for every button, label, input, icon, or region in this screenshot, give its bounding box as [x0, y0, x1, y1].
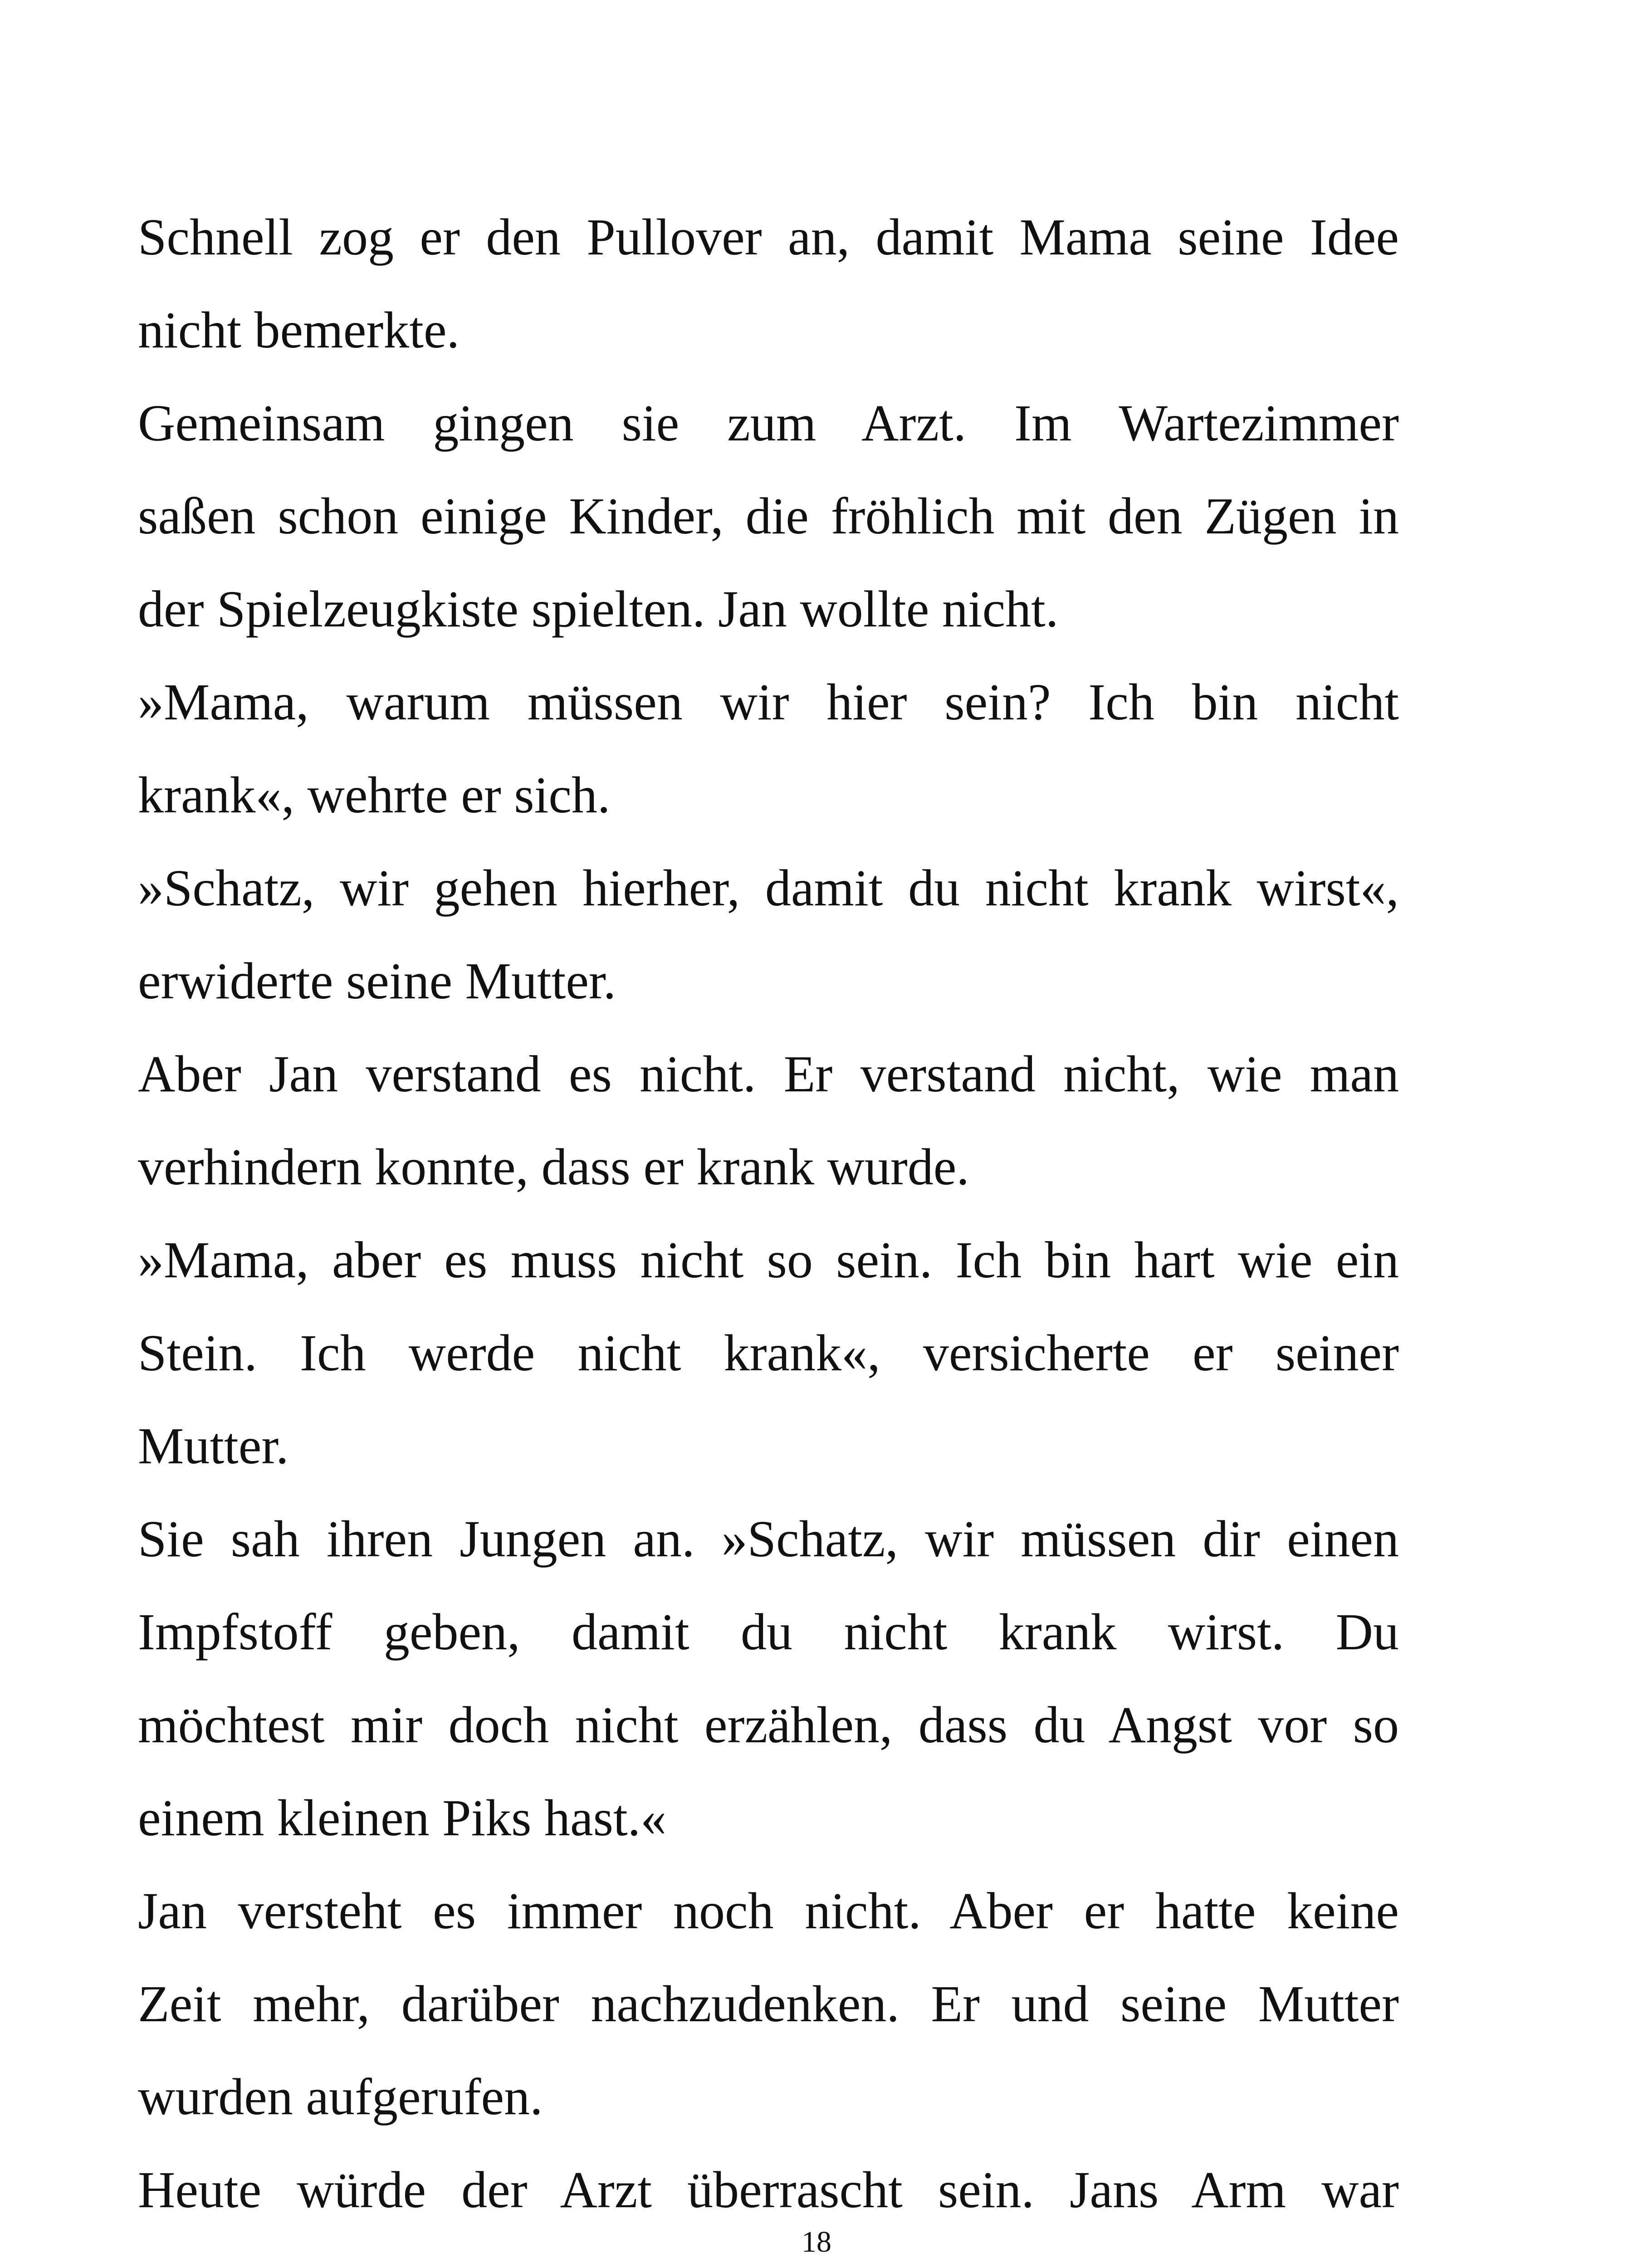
text-line: einem kleinen Piks hast.« [138, 1789, 667, 1847]
text-line: Heute würde der Arzt überrascht sein. Jans Arm war [138, 2161, 1399, 2219]
text-line: Zeit mehr, darüber nachzudenken. Er und seine Mutter [138, 1975, 1399, 2033]
text-line: Impfstoff geben, damit du nicht krank wirst. Du [138, 1603, 1399, 1661]
text-line: nicht bemerkte. [138, 301, 460, 359]
text-line: der Spielzeugkiste spielten. Jan wollte nicht. [138, 580, 1059, 638]
text-line: »Mama, warum müssen wir hier sein? Ich bin nicht [138, 673, 1399, 731]
text-line: krank«, wehrte er sich. [138, 766, 611, 824]
body-text [138, 191, 1399, 2236]
text-line: erwiderte seine Mutter. [138, 952, 616, 1010]
text-line: »Mama, aber es muss nicht so sein. Ich bin hart wie ein [138, 1231, 1399, 1289]
page-number: 18 [802, 2225, 831, 2258]
text-line: Stein. Ich werde nicht krank«, versicherte er seiner [138, 1324, 1399, 1382]
text-line: Schnell zog er den Pullover an, damit Mama seine Idee [138, 208, 1399, 266]
text-line: saßen schon einige Kinder, die fröhlich mit den Zügen in [138, 487, 1399, 545]
text-line: Gemeinsam gingen sie zum Arzt. Im Wartezimmer [138, 394, 1399, 452]
text-line: Aber Jan verstand es nicht. Er verstand nicht, wie man [138, 1045, 1399, 1103]
text-line: möchtest mir doch nicht erzählen, dass du Angst vor so [138, 1696, 1399, 1754]
text-line: verhindern konnte, dass er krank wurde. [138, 1138, 969, 1196]
text-line: Mutter. [138, 1417, 289, 1475]
text-line: wurden aufgerufen. [138, 2068, 543, 2126]
text-line: Jan versteht es immer noch nicht. Aber er hatte keine [138, 1882, 1399, 1940]
text-line: Sie sah ihren Jungen an. »Schatz, wir müssen dir einen [138, 1510, 1399, 1568]
text-line: »Schatz, wir gehen hierher, damit du nicht krank wirst«, [138, 859, 1399, 917]
